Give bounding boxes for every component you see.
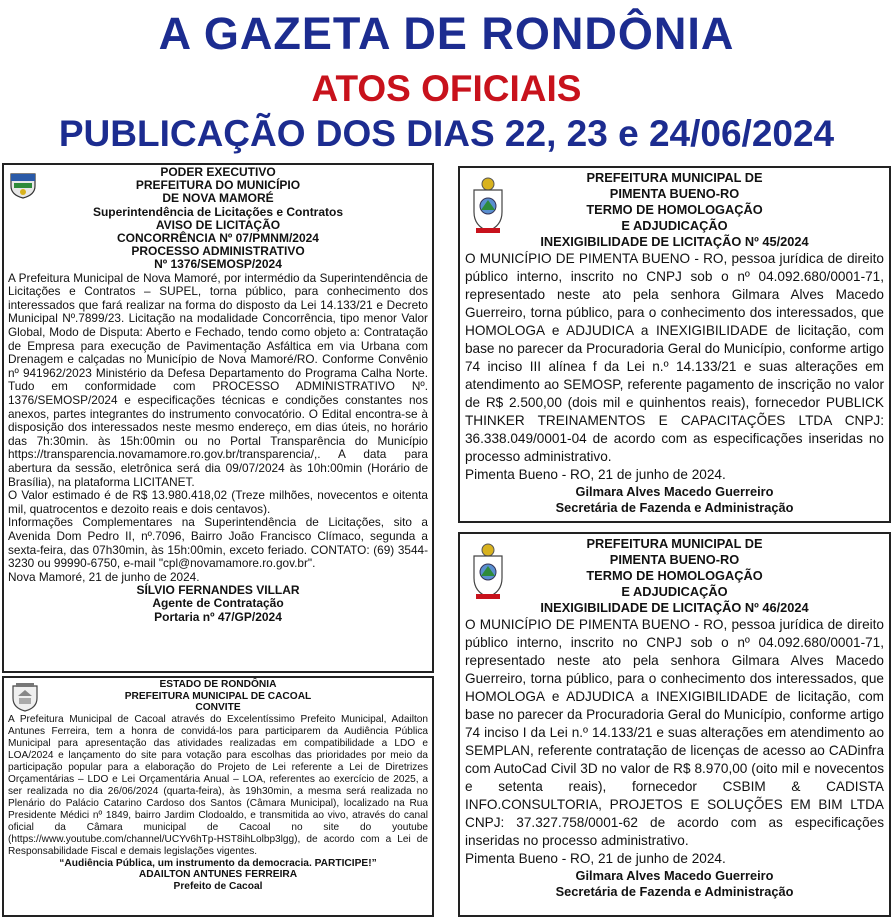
n1-header-line: AVISO DE LICITAÇÃO (155, 217, 281, 232)
n4-header-line: PREFEITURA MUNICIPAL DE (586, 536, 763, 551)
n1-header-line: Nº 1376/SEMOSP/2024 (154, 257, 282, 272)
n2-header-line: PREFEITURA MUNICIPAL DE CACOAL (124, 690, 312, 702)
n4-signature-role: Secretária de Fazenda e Administração (555, 884, 794, 899)
n2-header-line: CONVITE (195, 702, 241, 714)
n4-date: Pimenta Bueno - RO, 21 de junho de 2024. (465, 851, 726, 866)
newspaper-title: A GAZETA DE RONDÔNIA (158, 8, 735, 59)
n1-header-line: PROCESSO ADMINISTRATIVO (131, 244, 305, 259)
n1-header-line: CONCORRÊNCIA Nº 07/PMNM/2024 (117, 231, 319, 246)
notice-pimenta-bueno-46 (458, 532, 891, 917)
n2-paragraph: A Prefeitura Municipal de Cacoal através do Excelentíssimo Prefeito Municipal, Adailton Antunes Ferreira, tem a honra de convidá-los para participarem da Audiência Pública Municipal para apresentação das atividades realizadas em compatibilidade a LDO e LOA/2024 e lançamento do site para votação para escolhas das prioridades por meio da participação popular para a elaboração do Projeto de Lei referente a Lei de Diretrizes Orçamentárias – LDO e Lei Orçamentária Anual – LOA, referentes ao exercício de 2025, a ser realizada no dia 26/06/2024 (quarta-feira), às 19h30min, a mesma será realizada no Plenário do Palácio Catarino Cardoso dos Santos (Câmara Municipal), localizado na Rua Presidente Médici nº 1849, bairro Jardim Clodoaldo, e transmitida ao vivo, através do canal oficial da Câmara municipal de Cacoal no site do youtube (https://www.youtube.com/channel/UCYv6hTp-HST8ihLolbp3lgg), de acordo com a Lei de Responsabilidade Fiscal e demais legislações vigentes. (8, 713, 428, 857)
n2-signature-name: ADAILTON ANTUNES FERREIRA (138, 869, 298, 881)
n3-date: Pimenta Bueno - RO, 21 de junho de 2024. (465, 467, 726, 482)
n3-signature-name: Gilmara Alves Macedo Guerreiro (575, 484, 774, 499)
n1-signature-name: SÍLVIO FERNANDES VILLAR (136, 583, 300, 598)
n3-header-line: PIMENTA BUENO-RO (609, 186, 740, 201)
n2-signature-role: Prefeito de Cacoal (173, 880, 263, 892)
n1-signature-role: Agente de Contratação (152, 596, 284, 611)
n1-paragraph: Informações Complementares na Superintendência de Licitações, sito a Avenida Dom Pedro II, nº.7096, Bairro João Francisco Clímaco, segunda a sexta-feira, das 07h30min, às 15h:00min, exceto feriado. CONTATO: (69) 3544-3230 ou 99990-6750, e-mail "cpl@novamamore.ro.gov.br". (8, 515, 428, 571)
n4-header-line: PIMENTA BUENO-RO (609, 552, 740, 567)
n4-header-line: INEXIGIBILIDADE DE LICITAÇÃO Nº 46/2024 (540, 600, 809, 615)
n1-paragraph: O Valor estimado é de R$ 13.980.418,02 (Treze milhões, novecentos e oitenta mil, quatrocentos e dezoito reais e dois centavos). (8, 488, 428, 516)
section-title: ATOS OFICIAIS (311, 68, 582, 109)
cacoal-crest-icon (8, 682, 42, 712)
notice-cacoal (2, 676, 434, 917)
pimenta-bueno-crest-icon (470, 542, 506, 602)
n1-header-line: DE NOVA MAMORÉ (162, 191, 274, 206)
n4-header-line: E ADJUDICAÇÃO (621, 584, 728, 599)
n1-header-line: PODER EXECUTIVO (160, 165, 276, 179)
n4-signature-name: Gilmara Alves Macedo Guerreiro (575, 868, 774, 883)
n3-header-line: E ADJUDICAÇÃO (621, 218, 728, 233)
nova-mamore-crest-icon (8, 171, 38, 199)
n1-signature-ordinance: Portaria nº 47/GP/2024 (154, 609, 282, 624)
publication-dates: PUBLICAÇÃO DOS DIAS 22, 23 e 24/06/2024 (58, 113, 835, 154)
n2-slogan: “Audiência Pública, um instrumento da democracia. PARTICIPE!” (59, 857, 377, 869)
n4-header-line: TERMO DE HOMOLOGAÇÃO (586, 568, 763, 583)
n3-header-line: PREFEITURA MUNICIPAL DE (586, 170, 763, 185)
n3-header-line: TERMO DE HOMOLOGAÇÃO (586, 202, 763, 217)
n3-signature-role: Secretária de Fazenda e Administração (555, 500, 794, 515)
n3-paragraph: O MUNICÍPIO DE PIMENTA BUENO - RO, pessoa jurídica de direito público interno, inscrito no CNPJ sob o nº 04.092.680/0001-71, representado neste ato pela senhora Gilmara Alves Macedo Guerreiro, torna público, para o conhecimento dos interessados, que HOMOLOGA e ADJUDICA a INEXIGIBILIDADE de licitação, com base no parecer da Procuradoria Geral do Município, conforme artigo 74 inciso III alínea f da Lei n.º 14.133/21 e suas alterações em atendimento ao SEMOSP, referente pagamento de inscrição no valor de R$ 2.500,00 (dois mil e quinhentos reais), fornecedor PUBLICK THINKER TREINAMENTOS E CAPACITAÇÕES LTDA CNPJ: 36.338.049/0001-04 de acordo com as especificações inseridas no processo administrativo. (465, 251, 884, 464)
n1-paragraph: Nova Mamoré, 21 de junho de 2024. (8, 569, 200, 584)
n1-paragraph: A Prefeitura Municipal de Nova Mamoré, por intermédio da Superintendência de Licitações e Contratos – SUPEL, torna público, para conhecimento dos interessados que fará realizar na forma do disposto da Lei 14.133/21 e Decreto Municipal Nº.7899/23. Licitação na modalidade Concorrência, tipo menor Valor Global, Modo de Disputa: Aberto e Fechado, tendo como objeto a: Contratação de Empresa para execução de Pavimentação Asfáltica em via Urbana com Drenagem e calçadas no Município de Nova Mamoré/RO. Conforme Convênio nº 941962/2023 Ministério da Defesa Departamento do Programa Calha Norte. Tudo em conformidade com PROCESSO ADMINISTRATIVO Nº. 1376/SEMOSP/2024 e especificações técnicas e condições constantes nos anexos, partes integrantes do instrumento convocatório. O Edital encontra-se à disposição dos interessados neste mesmo endereço, em dias úteis, no horário das 7h:30min. às 15h:00min ou no Portal Transparência do Município https://transparencia.novamamore.ro.gov.br/transparencia/,. A data para abertura da sessão, eletrônica será dia 09/07/2024 às 10h:00min (Horário de Brasília), na plataforma LICITANET. (8, 270, 428, 489)
n3-header-line: INEXIGIBILIDADE DE LICITAÇÃO Nº 45/2024 (540, 234, 809, 249)
notice-nova-mamore (2, 163, 434, 673)
n1-header-line: PREFEITURA DO MUNICÍPIO (135, 178, 301, 193)
n1-header-line: Superintendência de Licitações e Contratos (92, 204, 344, 219)
n4-paragraph: O MUNICÍPIO DE PIMENTA BUENO - RO, pessoa jurídica de direito público interno, inscrito no CNPJ sob o nº 04.092.680/0001-71, representado neste ato pela senhora Gilmara Alves Macedo Guerreiro, torna público, para o conhecimento dos interessados, que HOMOLOGA e ADJUDICA a INEXIGIBILIDADE de licitação, com base no parecer da Procuradoria Geral do Município, conforme artigo 74 inciso I da Lei n.º 14.133/21 e suas alterações em atendimento ao SEMPLAN, referente contratação de licenças de acesso ao CADinfra com AutoCad Civil 3D no valor de R$ 8.970,00 (oito mil e novecentos e setenta reais), fornecedor CSBIM & CADISTA INFO.CONSULTORIA, PROJETOS E SOLUÇÕES EM BIM LTDA CNPJ: 37.327.758/0001-62 de acordo com as especificações inseridas no processo administrativo. (465, 617, 884, 848)
pimenta-bueno-crest-icon (470, 176, 506, 236)
n2-header-line: ESTADO DE RONDÔNIA (159, 679, 277, 690)
notice-pimenta-bueno-45 (458, 166, 891, 523)
